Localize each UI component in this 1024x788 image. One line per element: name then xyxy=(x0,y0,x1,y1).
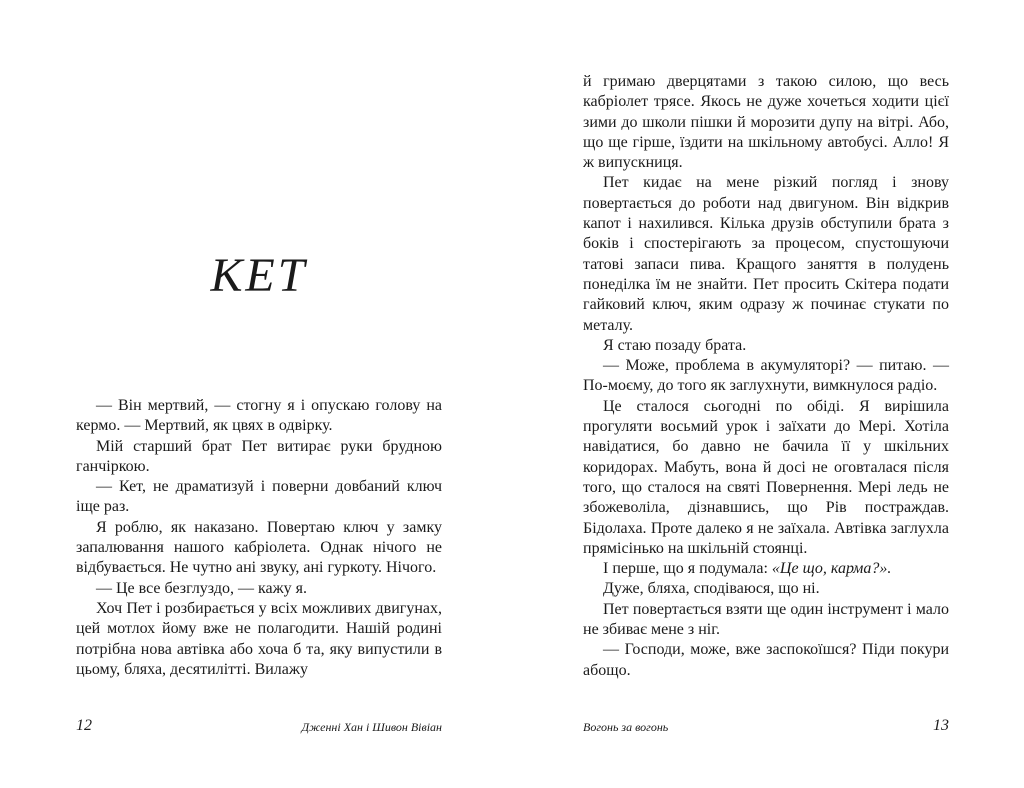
thought-paragraph xyxy=(583,559,949,579)
continued-paragraph: й гримаю дверцятами з такою силою, що весь кабріолет трясе. Якось не дуже хочеться ходити цієї зими до школи пішки й морозити дупу на вітрі. Або, що ще гірше, їздити на шкільному автобусі. Алло! Я ж випускниця. xyxy=(583,73,949,172)
paragraph: Це сталося сьогодні по обіді. Я вирішила прогуляти восьмий урок і заїхати до Мері. Хотіла навідатися, бо давно не бачила її у шкільних коридорах. Мабуть, вона й досі не оговталася після того, що сталося на святі Повернення. Мері ледь не збожеволіла, дізнавшись, що Рів постраждав. Бідолаха. Проте далеко я не заїхала. Автівка заглухла прямісінько на шкільній стоянці. xyxy=(583,397,949,557)
paragraph: Я стаю позаду брата. xyxy=(603,336,747,354)
paragraph: — Він мертвий, — стогну я і опускаю голову на кермо. — Мертвий, як цвях в одвірку. xyxy=(76,397,442,435)
right-page xyxy=(512,0,1024,788)
thought-text: І перше, що я подумала: xyxy=(603,560,772,578)
running-head-title: Вогонь за вогонь xyxy=(583,720,669,734)
paragraph: Мій старший брат Пет витирає руки брудною ганчіркою. xyxy=(76,437,442,475)
paragraph: Я роблю, як наказано. Повертаю ключ у замку запалювання нашого кабріолета. Однак нічого не відбувається. Не чутно ані звуку, ані гуркоту. Нічого. xyxy=(76,518,442,577)
left-body-text xyxy=(76,396,442,680)
thought-italic: «Це що, карма?». xyxy=(771,560,892,578)
chapter-title: КЕТ xyxy=(210,249,308,302)
paragraph: — Це все безглуздо, — кажу я. xyxy=(96,579,308,597)
page-number-right: 13 xyxy=(933,717,949,734)
paragraph: Пет повертається взяти ще один інструмент і мало не збиває мене з ніг. xyxy=(583,600,949,639)
paragraph: Хоч Пет і розбирається у всіх можливих двигунах, цей мотлох йому вже не полагодити. Нашій родині потрібна нова автівка або хоча б та, яку випустили в цьому, бляха, десятилітті. Вилажу xyxy=(76,599,442,678)
paragraph: — Кет, не драматизуй і поверни довбаний ключ іще раз. xyxy=(76,478,442,516)
page-number-left: 12 xyxy=(76,717,92,734)
paragraph: — Може, проблема в акумуляторі? — питаю. — По-моєму, до того як заглухнути, вимкнулося радіо. xyxy=(583,357,949,395)
running-head-author: Дженні Хан і Шивон Вівіан xyxy=(301,720,442,734)
right-body-text xyxy=(583,72,949,681)
paragraph: — Господи, може, вже заспокоїшся? Піди покури абощо. xyxy=(583,641,949,679)
paragraph: Пет кидає на мене різкий погляд і знову повертається до роботи над двигуном. Він відкрив капот і нахилився. Кілька друзів обступили брата з боків і спостерігають за процесом, спустошуючи татові запаси пива. Кращого заняття в полудень понеділка їм не знайти. Пет просить Скітера подати гайковий ключ, яким одразу ж починає стукати по металу. xyxy=(583,174,949,334)
paragraph: Дуже, бляха, сподіваюся, що ні. xyxy=(603,580,820,598)
